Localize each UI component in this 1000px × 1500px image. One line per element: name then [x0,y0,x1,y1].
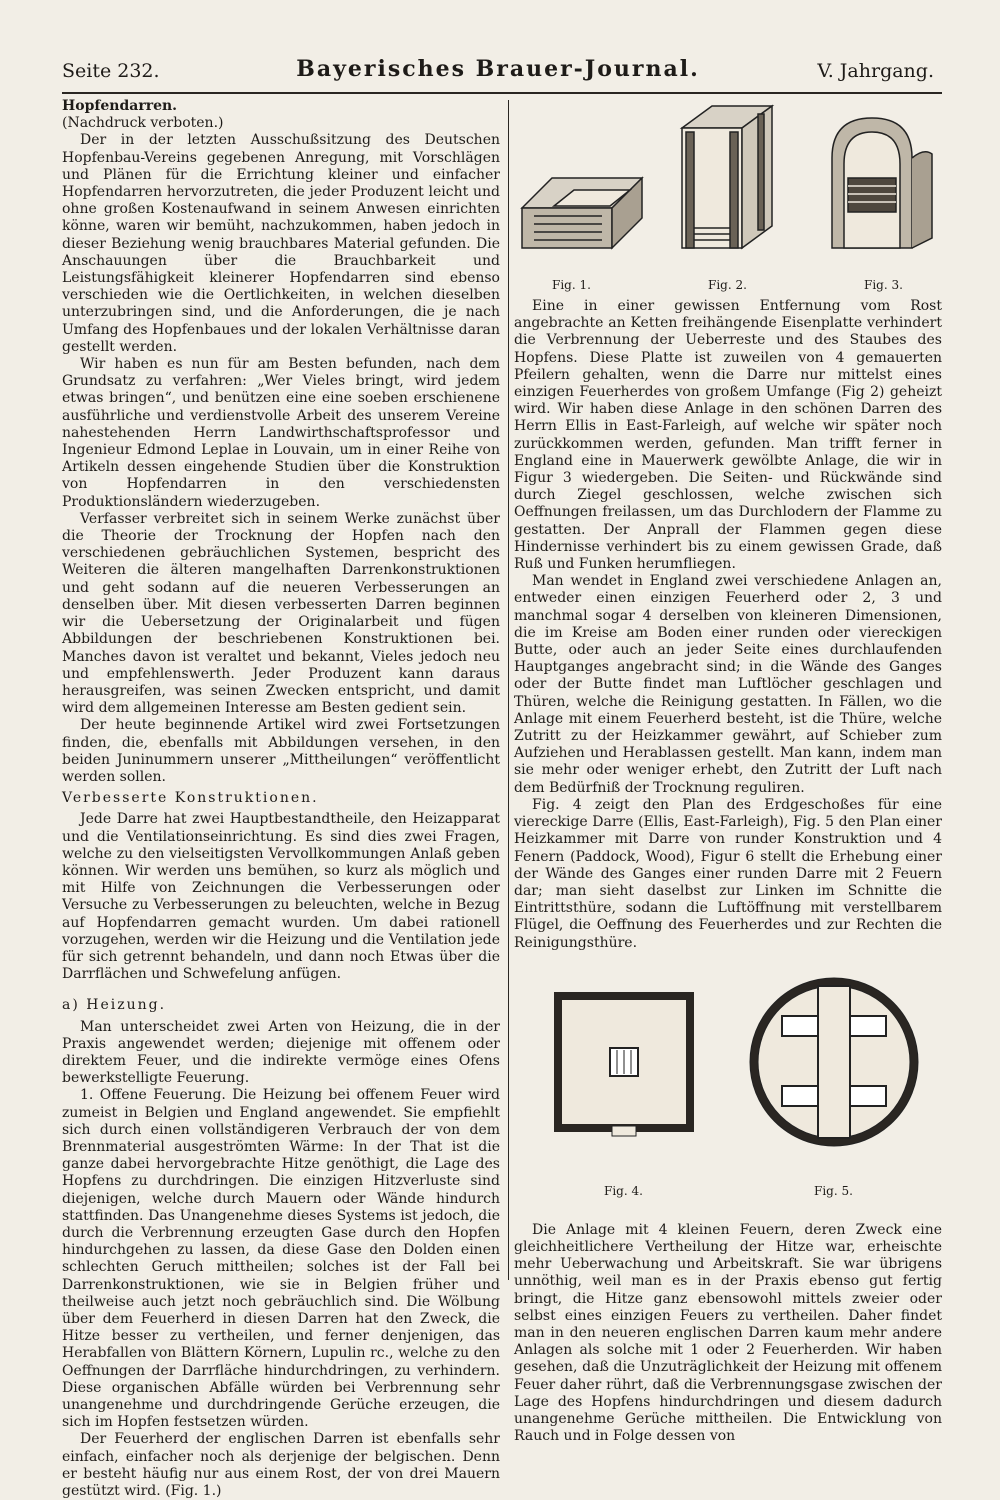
journal-title: Bayerisches Brauer-Journal. [296,56,700,82]
figure-4-caption: Fig. 4. [604,1183,643,1198]
figure-5-drawing [750,978,918,1146]
section-heading: a) Heizung. [62,997,167,1014]
paragraph: Fig. 4 zeigt den Plan des Erdgeschoßes für eine viereckige Darre (Ellis, East-Farleigh), Fig. 5 den Plan einer Heizkammer mit Darre von runder Konstruktion und 4 Fenern (Paddock, Wood), Figur 6 stellt die Erhebung einer der Wände des Ganges einer runden Darre mit 2 Feuern dar; man sieht daselbst zur Linken im Schnitte die Eintrittsthüre, sodann die Luftöffnung mit verstellbarem Flügel, die Oeffnung des Feuerherdes und zur Rechten die Reinigungsthüre. [514,796,942,951]
paragraph: Der heute beginnende Artikel wird zwei Fortsetzungen finden, die, ebenfalls mit Abbildungen versehen, in den beiden Juninummern unserer „Mittheilungen“ veröffentlicht werden sollen. [62,717,500,785]
figure-4-drawing [554,992,694,1136]
section-heading: Verbesserte Konstruktionen. [62,790,319,807]
paragraph: Eine in einer gewissen Entfernung vom Rost angebrachte an Ketten freihängende Eisenplatte verhindert die Verbrennung der Ueberreste und des Staubes des Hopfens. Diese Platte ist zuweilen von 4 gemauerten Pfeilern gehalten, wenn die Darre nur mittelst eines einzigen Feuerherdes von großem Umfange (Fig 2) geheizt wird. Wir haben diese Anlage in den schönen Darren des Herrn Ellis in East-Farleigh, auf welche wir später noch zurückkommen werden, gefunden. Man trifft ferner in England eine in Mauerwerk gewölbte Anlage, die wir in Figur 3 wiedergeben. Die Seiten- und Rückwände sind durch Ziegel geschlossen, welche zwischen sich Oeffnungen freilassen, um das Durchlodern der Flamme zu gestatten. Der Anprall der Flammen gegen diese Hindernisse verhindert bis zu einem gewissen Grade, daß Ruß und Funken herumfliegen. [514,298,942,573]
paragraph: Die Anlage mit 4 kleinen Feuern, deren Zweck eine gleichheitlichere Vertheilung der Hitze war, erheischte mehr Ueberwachung und Arbeitskraft. Sie war übrigens unnöthig, weil man es in der Praxis ebenso gut fertig bringt, die Hitze ganz ebensowohl mittels zweier oder selbst eines einzigen Feuers zu vertheilen. Daher findet man in den neueren englischen Darren kaum mehr andere Anlagen als solche mit 1 oder 2 Feuerherden. Wir haben gesehen, daß die Unzuträglichkeit der Heizung mit offenem Feuer daher rührt, daß die Verbrennungsgase zwischen der Lage des Hopfens hindurchdringen und diesem dadurch unangenehme Gerüche mittheilen. Die Entwicklung von Rauch und in Folge dessen von [514,1221,942,1445]
header-rule [62,92,942,94]
article-title: Hopfendarren. [62,98,178,114]
figure-2-drawing [682,106,772,248]
figure-2-caption: Fig. 2. [708,278,747,292]
paragraph: Jede Darre hat zwei Hauptbestandtheile, den Heizapparat und die Ventilationseinrichtung. Es sind dies zwei Fragen, welche zu den vielseitigsten Vervollkommungen Anlaß geben können. Wir werden uns bemühen, so kurz als möglich und mit Hilfe von Zeichnungen die Verbesserungen oder Versuche zu Verbesserungen zu beleuchten, welche in Bezug auf Hopfendarren gemacht wurden. Um dabei rationell vorzugehen, werden wir die Heizung und die Ventilation jede für sich getrennt behandeln, und dann noch Etwas über die Darrflächen und Schwefelung anfügen. [62,811,500,983]
column-divider [508,100,509,1280]
paragraph: Wir haben es nun für am Besten befunden, nach dem Grundsatz zu verfahren: „Wer Vieles bringt, wird jedem etwas bringen“, und benützen eine eine soeben erschienene ausführliche und verdienstvolle Arbeit des unserem Vereine nahestehenden Herrn Landwirthschaftsprofessor und Ingenieur Edmond Leplae in Louvain, um in einer Reihe von Artikeln dessen eingehende Studien über die Konstruktion von Hopfendarren in den verschiedensten Produktionsländern wiederzugeben. [62,356,500,510]
volume-label: V. Jahrgang. [817,60,934,82]
left-column [62,98,500,1500]
figure-1-caption: Fig. 1. [552,278,591,292]
figure-5-caption: Fig. 5. [814,1183,853,1198]
figure-3-caption: Fig. 3. [864,278,903,292]
right-column [514,98,942,1445]
floor-plans [514,962,942,1182]
paragraph: Der Feuerherd der englischen Darren ist ebenfalls sehr einfach, einfacher noch als derjenige der belgischen. Denn er besteht häufig nur aus einem Rost, der von drei Mauern gestützt wird. (Fig. 1.) [62,1431,500,1500]
figures-4-5 [514,962,942,1212]
paragraph: 1. Offene Feuerung. Die Heizung bei offenem Feuer wird zumeist in Belgien und England angewendet. Sie empfiehlt sich durch einen vollständigeren Verbrauch der von dem Brennmaterial ausgeströmten Wärme: In der That ist die ganze dabei hervorgebrachte Hitze genöthigt, die Lage des Hopfens zu durchdringen. Die einzigen Hitzverluste sind diejenigen, welche durch Mauern oder Wände hindurch stattfinden. Das Unangenehme dieses Systems ist jedoch, die durch die Verbrennung erzeugten Gase durch den Hopfen hindurchgehen zu lassen, da diese Gase den Dolden einen schlechten Geruch mittheilen; solches ist der Fall bei Darrenkonstruktionen, wie sie in Belgien früher und theilweise auch jetzt noch gebräuchlich sind. Die Wölbung über dem Feuerherd in diesen Darren hat den Zweck, die Hitze besser zu vertheilen, und ferner denjenigen, das Herabfallen von Blättern Körnern, Lupulin rc., welche zu den Oeffnungen der Darrfläche hindurchdringen, zu verhindern. Diese organischen Abfälle würden bei Verbrennung sehr unangenehme und durchdringende Gerüche erzeugen, die sich im Hopfen festsetzen würden. [62,1087,500,1431]
paragraph: Man unterscheidet zwei Arten von Heizung, die in der Praxis angewendet werden; diejenige mit offenem oder direktem Feuer, und die indirekte vermöge eines Ofens bewerkstelligte Feuerung. [62,1018,500,1087]
figure-1-drawing [522,178,642,248]
paragraph: Man wendet in England zwei verschiedene Anlagen an, entweder einen einzigen Feuerherd oder 2, 3 und manchmal sogar 4 derselben von kleineren Dimensionen, die im Kreise am Boden einer runden oder viereckigen Butte, oder auch an jeder Seite eines durchlaufenden Hauptganges angebracht sind; in die Wände des Ganges oder der Butte findet man Luftlöcher geschlagen und Thüren, welche die Reinigung gestatten. In Fällen, wo die Anlage mit einem Feuerherd besteht, ist die Thüre, welche Zutritt zu der Heizkammer gewährt, auf Schieber zum Aufziehen und Herablassen gestellt. Man kann, indem man sie mehr oder weniger erhebt, den Zutritt der Luft nach dem Bedürfniß der Trocknung reguliren. [514,573,942,796]
paragraph: Der in der letzten Ausschußsitzung des Deutschen Hopfenbau-Vereins gegebenen Anregung, mit Vorschlägen und Plänen für die Errichtung kleiner und einfacher Hopfendarren hervorzutreten, die jeder Produzent leicht und ohne großen Kostenaufwand in seinem Anwesen einrichten könne, waren wir bemüht, nachzukommen, haben jedoch in dieser Beziehung wenig brauchbares Material gefunden. Die Anschauungen über die Brauchbarkeit und Leistungsfähigkeit kleinerer Hopfendarren sind ebenso verschieden wie die Oertlichkeiten, in welchen dieselben unterzubringen sind, und die Anforderungen, die je nach Umfang des Hopfenbaues und der lokalen Verhältnisse daran gestellt werden. [62,132,500,355]
figure-3-drawing [832,118,932,248]
page-header [62,56,934,86]
reprint-note: (Nachdruck verboten.) [62,115,224,132]
figures-1-3 [514,98,942,298]
page-number: Seite 232. [62,60,160,82]
hearth-illustrations [514,98,942,278]
paragraph: Verfasser verbreitet sich in seinem Werke zunächst über die Theorie der Trocknung der Hopfen nach den verschiedenen gebräuchlichen Systemen, bespricht des Weiteren die älteren mangelhaften Darrenkonstruktionen und geht sodann auf die neueren Verbesserungen an denselben über. Mit diesen verbesserten Darren beginnen wir die Uebersetzung der Originalarbeit und fügen Abbildungen der beschriebenen Konstruktionen bei. Manches davon ist veraltet und bekannt, Vieles jedoch neu und empfehlenswerth. Jeder Produzent kann daraus herausgreifen, was seinen Zwecken entspricht, und damit wird dem allgemeinen Interesse am Besten gedient sein. [62,510,500,717]
